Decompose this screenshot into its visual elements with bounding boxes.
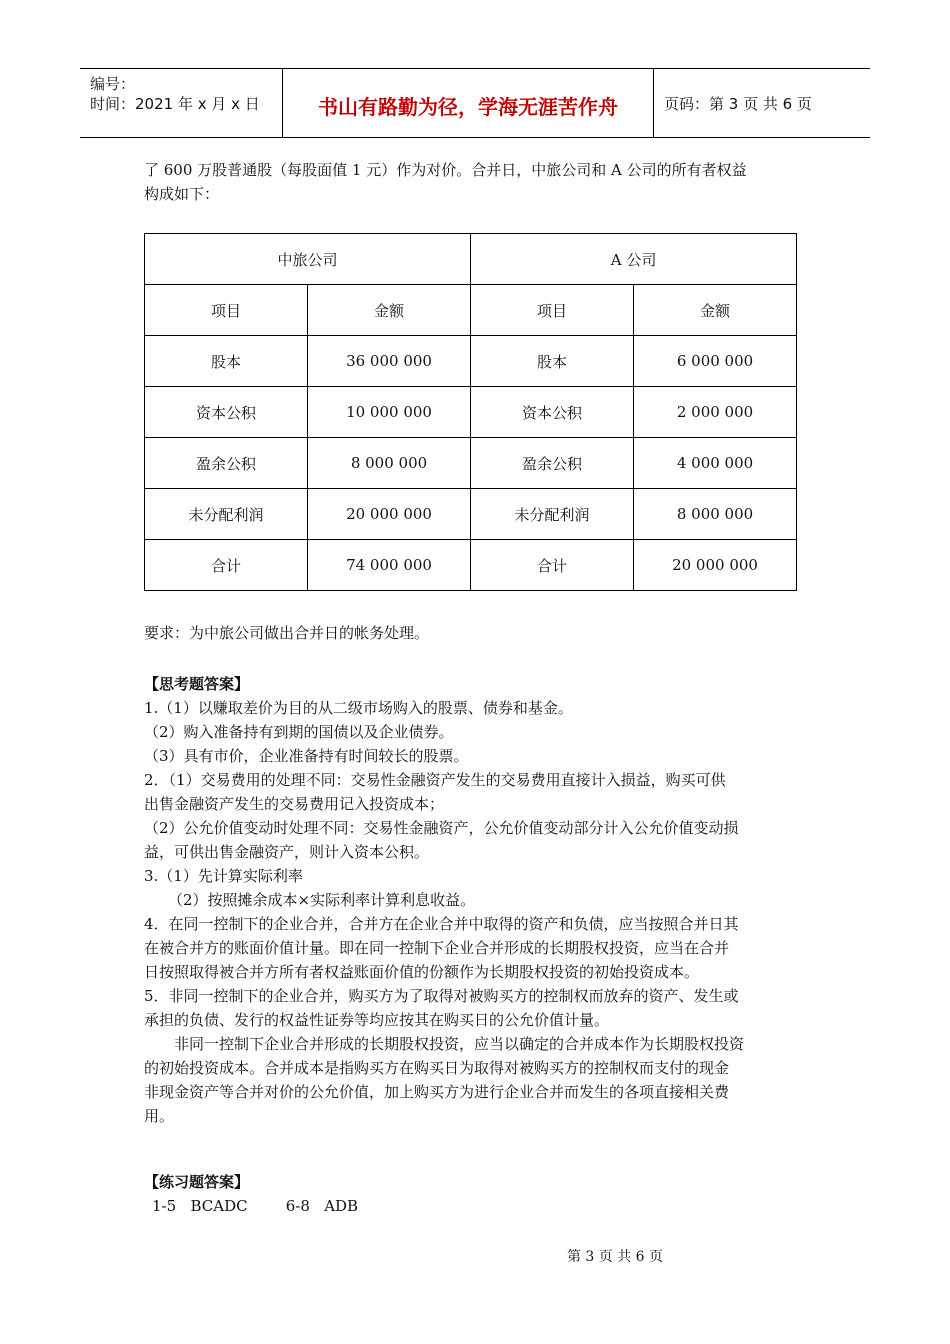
item-left: 盈余公积 xyxy=(145,438,308,489)
amount-right: 2 000 000 xyxy=(634,387,797,438)
header-motto-cell xyxy=(283,69,654,137)
amount-left: 74 000 000 xyxy=(308,540,471,591)
item-right: 盈余公积 xyxy=(471,438,634,489)
col-item-left: 项目 xyxy=(145,285,308,336)
table-row xyxy=(145,387,797,438)
header-page-cell xyxy=(654,69,870,137)
answer-line: 非同一控制下企业合并形成的长期股权投资，应当以确定的合并成本作为长期股权投资 xyxy=(174,1035,745,1053)
answer-line: 用。 xyxy=(144,1107,175,1125)
item-right: 股本 xyxy=(471,336,634,387)
answer-line: 出售金融资产发生的交易费用记入投资成本； xyxy=(144,795,445,813)
company-right-header: A 公司 xyxy=(471,234,797,285)
answer-line: （2）公允价值变动时处理不同：交易性金融资产，公允价值变动部分计入公允价值变动损 xyxy=(144,819,739,837)
answer-line: 益，可供出售金融资产，则计入资本公积。 xyxy=(144,843,430,861)
company-left-header: 中旅公司 xyxy=(145,234,471,285)
amount-left: 20 000 000 xyxy=(308,489,471,540)
answer-line: 2．（1）交易费用的处理不同：交易性金融资产发生的交易费用直接计入损益，购买可供 xyxy=(144,771,726,789)
table-row xyxy=(145,540,797,591)
item-left: 资本公积 xyxy=(145,387,308,438)
answer-line: 3.（1）先计算实际利率 xyxy=(144,867,303,885)
header-motto: 书山有路勤为径，学海无涯苦作舟 xyxy=(318,95,618,119)
answer-line: （2）按照摊余成本×实际利率计算利息收益。 xyxy=(168,891,476,909)
table-row xyxy=(145,489,797,540)
intro-paragraph xyxy=(144,158,808,206)
practice-answers xyxy=(144,1170,814,1218)
amount-right: 8 000 000 xyxy=(634,489,797,540)
table-row xyxy=(145,438,797,489)
item-left: 未分配利润 xyxy=(145,489,308,540)
intro-line: 构成如下： xyxy=(144,185,220,203)
table-row xyxy=(145,336,797,387)
practice-heading: 【练习题答案】 xyxy=(144,1173,250,1191)
page-footer: 第 3 页 共 6 页 xyxy=(566,1249,664,1265)
amount-right: 20 000 000 xyxy=(634,540,797,591)
item-right: 资本公积 xyxy=(471,387,634,438)
item-right: 合计 xyxy=(471,540,634,591)
answer-line: 日按照取得被合并方所有者权益账面价值的份额作为长期股权投资的初始投资成本。 xyxy=(144,963,700,981)
answer-line: 在被合并方的账面价值计量。即在同一控制下企业合并形成的长期股权投资，应当在合并 xyxy=(144,939,730,957)
intro-line: 了 600 万股普通股（每股面值 1 元）作为对价。合并日，中旅公司和 A 公司的所有者权益 xyxy=(144,161,747,179)
practice-answers-1: 1-5 BCADC xyxy=(152,1197,248,1215)
item-left: 合计 xyxy=(145,540,308,591)
table-company-row xyxy=(145,234,797,285)
item-left: 股本 xyxy=(145,336,308,387)
answer-line: 承担的负债、发行的权益性证券等均应按其在购买日的公允价值计量。 xyxy=(144,1011,610,1029)
answer-line: 非现金资产等合并对价的公允价值，加上购买方为进行企业合并而发生的各项直接相关费 xyxy=(144,1083,730,1101)
header-page-number: 页码：第 3 页 共 6 页 xyxy=(664,95,812,113)
thinking-heading: 【思考题答案】 xyxy=(144,675,250,693)
amount-right: 4 000 000 xyxy=(634,438,797,489)
answer-line: 的初始投资成本。合并成本是指购买方在购买日为取得对被购买方的控制权而支付的现金 xyxy=(144,1059,730,1077)
col-item-right: 项目 xyxy=(471,285,634,336)
practice-answer-row xyxy=(144,1194,814,1218)
answer-line: 4．在同一控制下的企业合并，合并方在企业合并中取得的资产和负债，应当按照合并日其 xyxy=(144,915,739,933)
answer-line: （2）购入准备持有到期的国债以及企业债券。 xyxy=(144,723,454,741)
document-number: 编号： xyxy=(90,75,136,93)
page-header xyxy=(80,68,870,138)
amount-left: 36 000 000 xyxy=(308,336,471,387)
item-right: 未分配利润 xyxy=(471,489,634,540)
col-amount-left: 金额 xyxy=(308,285,471,336)
answer-line: 5．非同一控制下的企业合并，购买方为了取得对被购买方的控制权而放弃的资产、发生或 xyxy=(144,987,739,1005)
amount-right: 6 000 000 xyxy=(634,336,797,387)
answer-line: 1.（1）以赚取差价为目的从二级市场购入的股票、债券和基金。 xyxy=(144,699,573,717)
practice-answers-2: 6-8 ADB xyxy=(285,1197,359,1215)
equity-table xyxy=(144,233,797,591)
document-date: 时间：2021 年 x 月 x 日 xyxy=(90,95,260,113)
amount-left: 10 000 000 xyxy=(308,387,471,438)
thinking-answers xyxy=(144,672,814,1128)
col-amount-right: 金额 xyxy=(634,285,797,336)
amount-left: 8 000 000 xyxy=(308,438,471,489)
answer-line: （3）具有市价，企业准备持有时间较长的股票。 xyxy=(144,747,469,765)
requirement-text: 要求：为中旅公司做出合并日的帐务处理。 xyxy=(144,624,430,642)
header-meta-cell xyxy=(80,69,283,137)
table-column-row xyxy=(145,285,797,336)
